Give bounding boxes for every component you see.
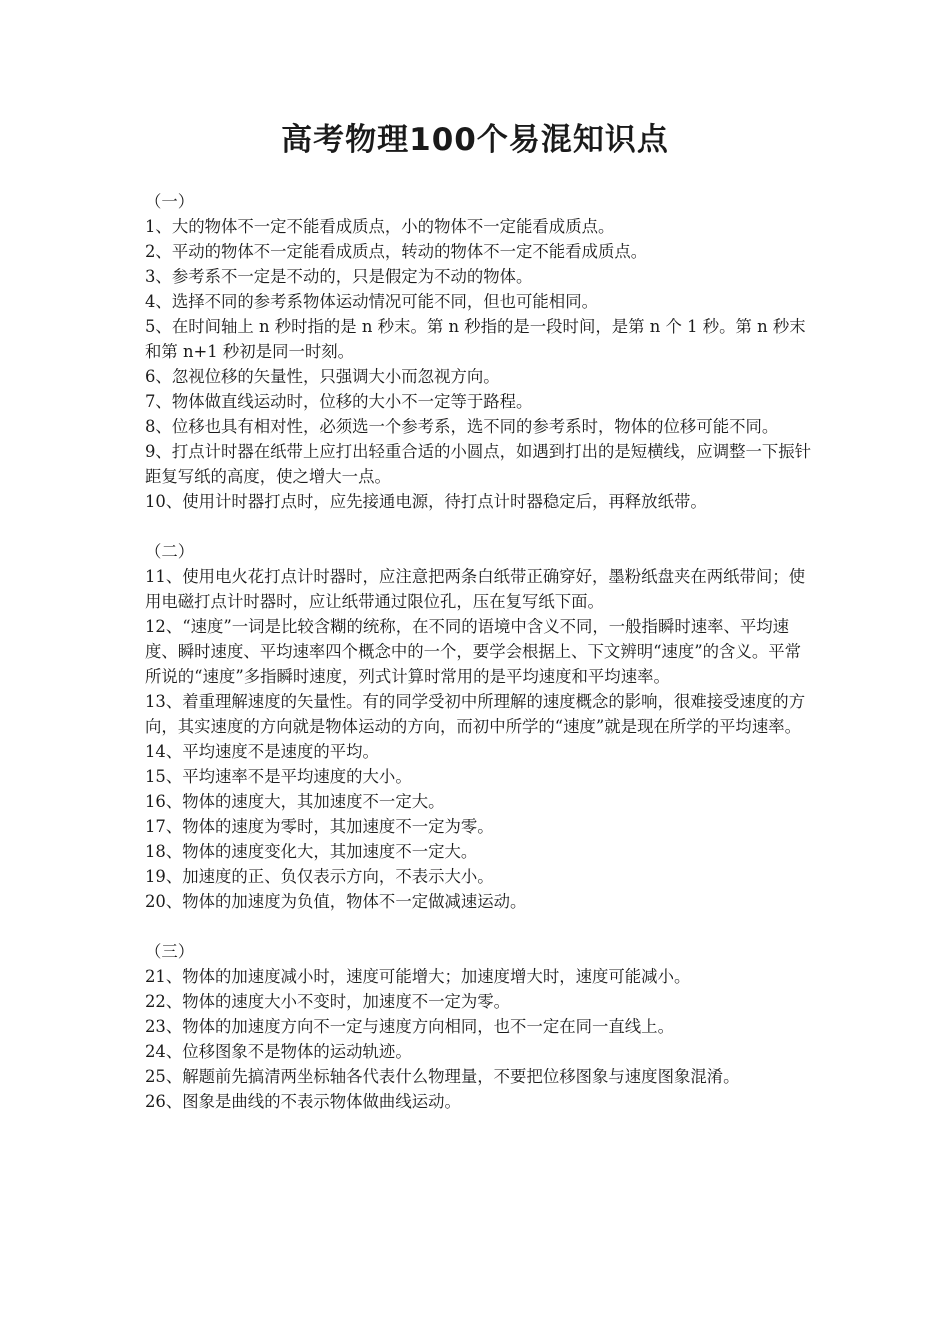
list-item: 6、忽视位移的矢量性，只强调大小而忽视方向。 bbox=[145, 367, 500, 386]
list-item: 17、物体的速度为零时，其加速度不一定为零。 bbox=[145, 817, 494, 836]
section-heading-1: （一） bbox=[145, 192, 195, 211]
list-item: 7、物体做直线运动时，位移的大小不一定等于路程。 bbox=[145, 392, 533, 411]
list-item: 15、平均速率不是平均速度的大小。 bbox=[145, 767, 412, 786]
list-item: 23、物体的加速度方向不一定与速度方向相同，也不一定在同一直线上。 bbox=[145, 1017, 674, 1036]
document-body bbox=[145, 189, 817, 1114]
list-item: 20、物体的加速度为负值，物体不一定做减速运动。 bbox=[145, 892, 527, 911]
list-item: 25、解题前先搞清两坐标轴各代表什么物理量，不要把位移图象与速度图象混淆。 bbox=[145, 1067, 740, 1086]
list-item: 19、加速度的正、负仅表示方向，不表示大小。 bbox=[145, 867, 494, 886]
list-item: 24、位移图象不是物体的运动轨迹。 bbox=[145, 1042, 412, 1061]
section-heading-3: （三） bbox=[145, 942, 195, 961]
list-item: 13、着重理解速度的矢量性。有的同学受初中所理解的速度概念的影响，很难接受速度的方向，其实速度的方向就是物体运动的方向，而初中所学的“速度”就是现在所学的平均速率。 bbox=[145, 692, 806, 736]
list-item: 10、使用计时器打点时，应先接通电源，待打点计时器稳定后，再释放纸带。 bbox=[145, 492, 707, 511]
list-item: 3、参考系不一定是不动的，只是假定为不动的物体。 bbox=[145, 267, 533, 286]
list-item: 16、物体的速度大，其加速度不一定大。 bbox=[145, 792, 445, 811]
list-item: 9、打点计时器在纸带上应打出轻重合适的小圆点，如遇到打出的是短横线，应调整一下振针距复写纸的高度，使之增大一点。 bbox=[145, 442, 812, 486]
section-spacer bbox=[145, 514, 817, 539]
list-item: 14、平均速度不是速度的平均。 bbox=[145, 742, 379, 761]
list-item: 11、使用电火花打点计时器时，应注意把两条白纸带正确穿好，墨粉纸盘夹在两纸带间；使用电磁打点计时器时，应让纸带通过限位孔，压在复写纸下面。 bbox=[145, 567, 806, 611]
section-heading-2: （二） bbox=[145, 542, 195, 561]
list-item: 1、大的物体不一定不能看成质点，小的物体不一定能看成质点。 bbox=[145, 217, 615, 236]
list-item: 5、在时间轴上 n 秒时指的是 n 秒末。第 n 秒指的是一段时间，是第 n 个 1 秒。第 n 秒末和第 n+1 秒初是同一时刻。 bbox=[145, 317, 806, 361]
list-item: 21、物体的加速度减小时，速度可能增大；加速度增大时，速度可能减小。 bbox=[145, 967, 691, 986]
section-spacer bbox=[145, 914, 817, 939]
list-item: 26、图象是曲线的不表示物体做曲线运动。 bbox=[145, 1092, 461, 1111]
list-item: 8、位移也具有相对性，必须选一个参考系，选不同的参考系时，物体的位移可能不同。 bbox=[145, 417, 779, 436]
list-item: 2、平动的物体不一定能看成质点，转动的物体不一定不能看成质点。 bbox=[145, 242, 648, 261]
list-item: 4、选择不同的参考系物体运动情况可能不同，但也可能相同。 bbox=[145, 292, 598, 311]
list-item: 12、“速度”一词是比较含糊的统称，在不同的语境中含义不同，一般指瞬时速率、平均速度、瞬时速度、平均速率四个概念中的一个，要学会根据上、下文辨明“速度”的含义。平常所说的“速度”多指瞬时速度，列式计算时常用的是平均速度和平均速率。 bbox=[145, 617, 801, 686]
document-title: 高考物理100个易混知识点 bbox=[281, 122, 669, 158]
list-item: 22、物体的速度大小不变时，加速度不一定为零。 bbox=[145, 992, 511, 1011]
list-item: 18、物体的速度变化大，其加速度不一定大。 bbox=[145, 842, 478, 861]
